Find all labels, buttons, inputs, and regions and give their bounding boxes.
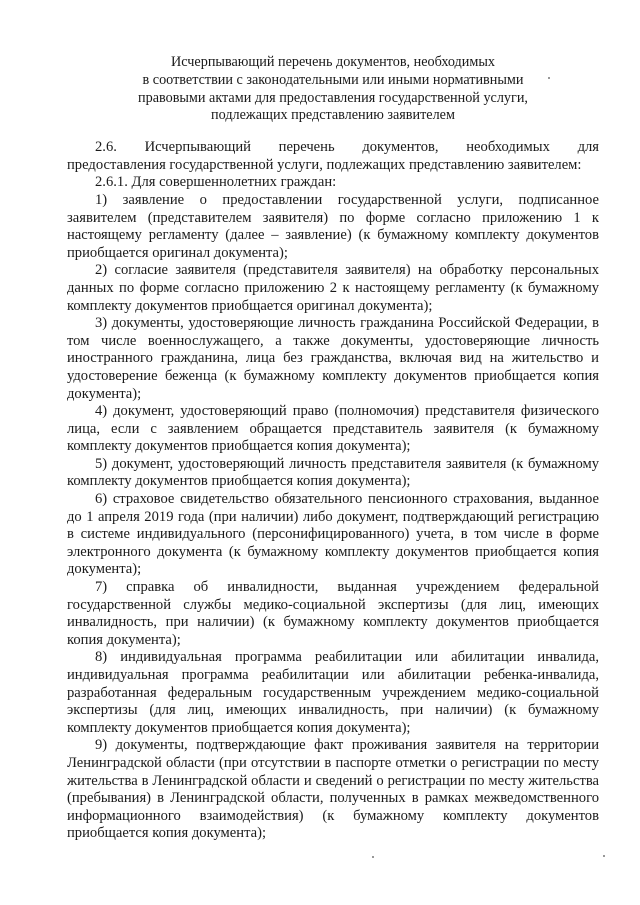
list-item-paragraph: 3) документы, удостоверяющие личность гражданина Российской Федерации, в том числе военнослужащего, а также документы, удостоверяющие личность иностранного гражданина, лица без гражданства, включая вид на жительство и удостоверение беженца (к бумажному комплекту документов приобщается копия документа); — [67, 315, 599, 402]
list-item-paragraph: 4) документ, удостоверяющий право (полномочия) представителя физического лица, если с заявлением обращается представитель заявителя (к бумажному комплекту документов приобщается копия документа); — [67, 403, 599, 455]
section-heading-paragraph: 2.6. Исчерпывающий перечень документов, необходимых для предоставления государственной услуги, подлежащих представлению заявителем: — [67, 139, 603, 173]
title-line: подлежащих представлению заявителем — [211, 107, 455, 124]
scan-speck — [372, 856, 374, 858]
title-line: в соответствии с законодательными или иными нормативными — [142, 71, 524, 88]
list-item-paragraph: 8) индивидуальная программа реабилитации или абилитации инвалида, индивидуальная программа реабилитации или абилитации ребенка-инвалида, разработанная федеральным государственным учреждением медико-социальной экспертизы (для лиц, имеющих инвалидность, при наличии) (к бумажному комплекту документов приобщается копия документа); — [67, 649, 599, 736]
list-item-paragraph: 5) документ, удостоверяющий личность представителя заявителя (к бумажному комплекту документов приобщается копия документа); — [67, 455, 599, 490]
document-title — [67, 54, 599, 125]
scan-speck — [603, 855, 605, 857]
document-body — [67, 139, 603, 843]
list-item-paragraph: 2) согласие заявителя (представителя заявителя) на обработку персональных данных по форме согласно приложению 2 к настоящему регламенту (к бумажному комплекту документов приобщается оригинал документа); — [67, 262, 599, 314]
list-item-paragraph: 6) страховое свидетельство обязательного пенсионного страхования, выданное до 1 апреля 2019 года (при наличии) либо документ, подтверждающий регистрацию в системе индивидуального (персонифицированного) учета, в том числе в форме электронного документа (к бумажному комплекту документов приобщается копия документа); — [67, 491, 599, 578]
list-item-paragraph: 9) документы, подтверждающие факт проживания заявителя на территории Ленинградской области (при отсутствии в паспорте отметки о регистрации по месту жительства в Ленинградской области и сведений о регистрации по месту жительства (пребывания) в Ленинградской области, полученных в рамках межведомственного информационного взаимодействия) (к бумажному комплекту документов приобщается копия документа); — [67, 737, 599, 842]
subsection-heading-paragraph: 2.6.1. Для совершеннолетних граждан: — [95, 174, 337, 191]
list-item-paragraph: 1) заявление о предоставлении государственной услуги, подписанное заявителем (представителем заявителя) по форме согласно приложению 1 к настоящему регламенту (далее – заявление) (к бумажному комплекту документов приобщается оригинал документа); — [67, 191, 599, 261]
scan-speck — [548, 77, 550, 79]
list-item-paragraph: 7) справка об инвалидности, выданная учреждением федеральной государственной службы медико-социальной экспертизы (для лиц, имеющих инвалидность, при наличии) (к бумажному комплекту документов приобщается копия документа); — [67, 579, 599, 648]
document-page — [67, 54, 603, 843]
title-line: правовыми актами для предоставления государственной услуги, — [138, 89, 528, 106]
title-line: Исчерпывающий перечень документов, необходимых — [171, 54, 495, 70]
